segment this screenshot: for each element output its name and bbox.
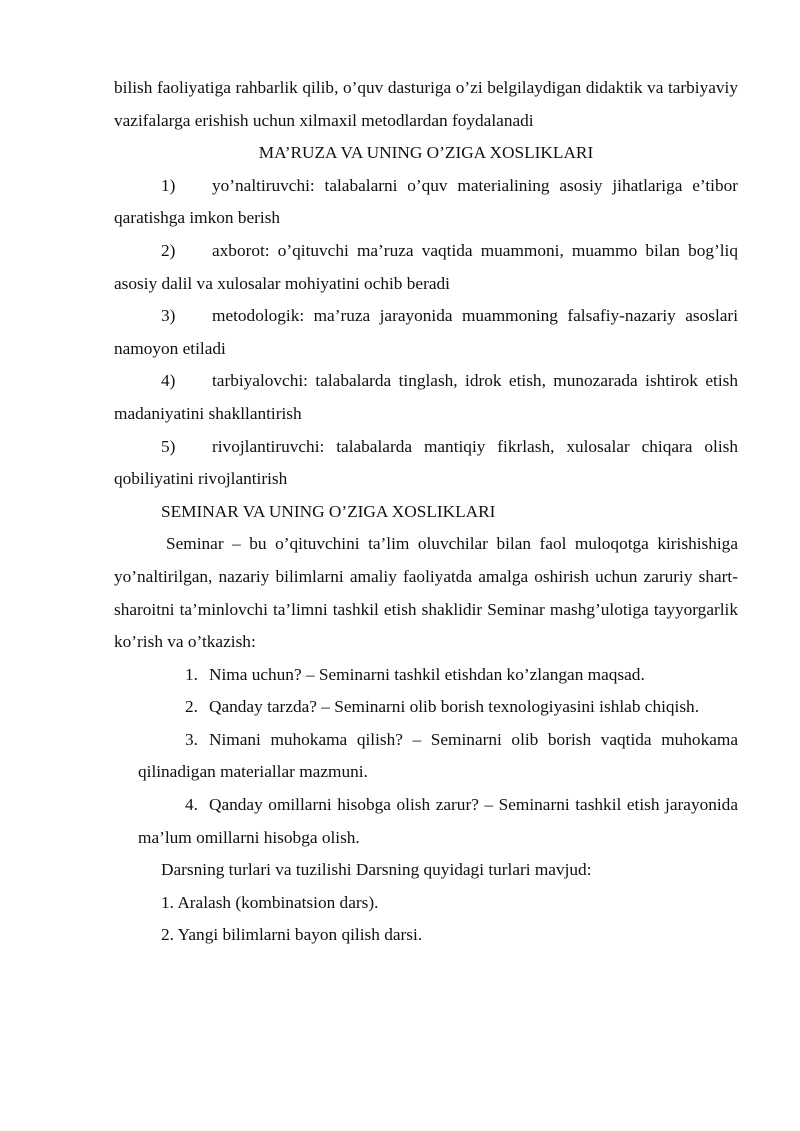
document-body (114, 72, 738, 952)
lesson-types-intro: Darsning turlari va tuzilishi Darsning quyidagi turlari mavjud: (161, 860, 592, 880)
item-number: 5) (161, 436, 176, 456)
lesson-type-item: 2. Yangi bilimlarni bayon qilish darsi. (161, 925, 423, 945)
item-number: 3. (185, 729, 198, 749)
item-text: axborot: o’qituvchi ma’ruza vaqtida muammoni, muammo bilan bog’liq asosiy dalil va xulosalar mohiyatini ochib beradi (114, 240, 738, 293)
item-number: 1) (161, 175, 176, 195)
item-number: 4) (161, 371, 176, 391)
item-text: yo’naltiruvchi: talabalarni o’quv materialining asosiy jihatlariga e’tibor qaratishga imkon berish (114, 175, 738, 228)
item-number: 2. (185, 697, 198, 717)
item-text: tarbiyalovchi: talabalarda tinglash, idrok etish, munozarada ishtirok etish madaniyatini shakllantirish (114, 371, 738, 423)
heading-lecture: MA’RUZA VA UNING O’ZIGA XOSLIKLARI (258, 143, 594, 163)
seminar-item (138, 724, 738, 789)
item-text: Nima uchun? – Seminarni tashkil etishdan ko’zlangan maqsad. (209, 664, 645, 684)
item-text: Nimani muhokama qilish? – Seminarni olib borish vaqtida muhokama qilinadigan materiallar mazmuni. (138, 729, 738, 782)
item-number: 2) (161, 240, 176, 260)
item-number: 3) (161, 306, 176, 326)
lecture-item (114, 365, 738, 430)
lesson-type-item: 1. Aralash (kombinatsion dars). (161, 892, 379, 912)
lecture-item (114, 235, 738, 300)
lecture-item (114, 431, 738, 496)
seminar-item (138, 691, 738, 724)
lecture-item (114, 300, 738, 365)
item-text: rivojlantiruvchi: talabalarda mantiqiy fikrlash, xulosalar chiqara olish qobiliyatini rivojlantirish (114, 436, 738, 489)
heading-seminar: SEMINAR VA UNING O’ZIGA XOSLIKLARI (161, 501, 496, 521)
item-text: Qanday tarzda? – Seminarni olib borish texnologiyasini ishlab chiqish. (209, 697, 700, 717)
seminar-item (138, 789, 738, 854)
intro-paragraph: bilish faoliyatiga rahbarlik qilib, o’quv dasturiga o’zi belgilaydigan didaktik va tarbiyaviy vazifalarga erishish uchun xilmaxil metodlardan foydalanadi (114, 78, 738, 130)
item-text: metodologik: ma’ruza jarayonida muammoning falsafiy-nazariy asoslari namoyon etiladi (114, 306, 738, 358)
item-number: 1. (185, 664, 198, 684)
seminar-paragraph: Seminar – bu o’qituvchini ta’lim oluvchilar bilan faol muloqotga kirishishiga yo’naltirilgan, nazariy bilimlarni amaliy faoliyatda amalga oshirish uchun zaruriy shart-sharoitni ta’minlovchi ta’limni tashkil etish shaklidir Seminar mashg’ulotiga tayyorgarlik ko’rish va o’tkazish: (114, 534, 738, 652)
item-text: Qanday omillarni hisobga olish zarur? – Seminarni tashkil etish jarayonida ma’lum omillarni hisobga olish. (138, 795, 738, 847)
item-number: 4. (185, 795, 198, 815)
seminar-item (138, 659, 738, 692)
lecture-item (114, 170, 738, 235)
